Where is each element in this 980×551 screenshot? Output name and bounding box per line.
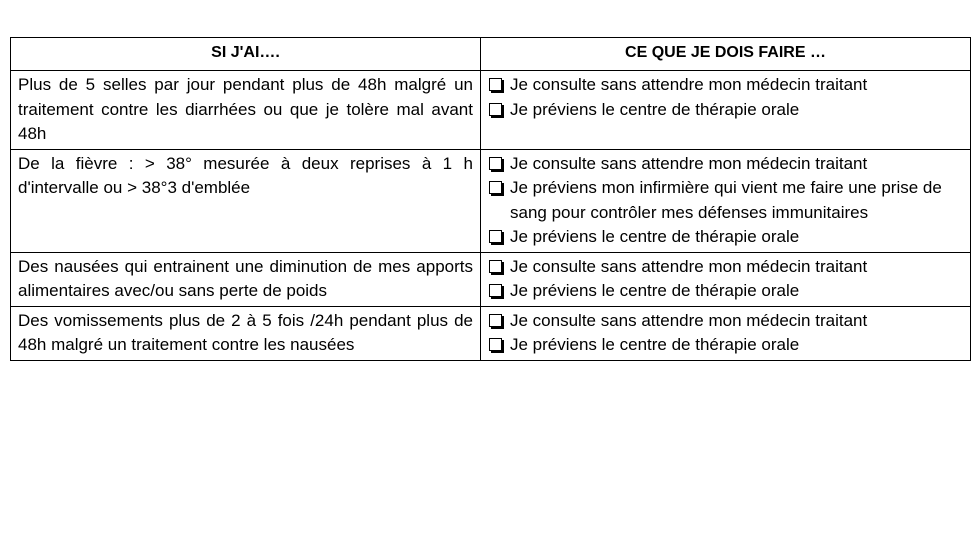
header-condition: SI J'AI…. [11, 38, 481, 71]
actions-cell [481, 306, 971, 360]
checkbox-icon [489, 78, 502, 91]
condition-cell: Des vomissements plus de 2 à 5 fois /24h pendant plus de 48h malgré un traitement contre les nausées [11, 306, 481, 360]
header-actions: CE QUE JE DOIS FAIRE … [481, 38, 971, 71]
action-text: Je consulte sans attendre mon médecin traitant [510, 310, 868, 330]
checkbox-icon [489, 103, 502, 116]
action-list [488, 255, 964, 304]
checkbox-icon [489, 314, 502, 327]
action-text: Je consulte sans attendre mon médecin traitant [510, 256, 868, 276]
actions-cell [481, 252, 971, 306]
action-text: Je consulte sans attendre mon médecin traitant [510, 153, 868, 173]
checkbox-icon [489, 157, 502, 170]
table-row [11, 71, 971, 150]
action-item [488, 73, 964, 98]
action-text: Je préviens mon infirmière qui vient me faire une prise de sang pour contrôler mes défenses immunitaires [510, 178, 942, 222]
condition-cell: Des nausées qui entrainent une diminution de mes apports alimentaires avec/ou sans perte de poids [11, 252, 481, 306]
action-text: Je préviens le centre de thérapie orale [510, 281, 800, 300]
action-text: Je préviens le centre de thérapie orale [510, 99, 800, 119]
action-item [488, 225, 964, 250]
checkbox-icon [489, 260, 502, 273]
actions-cell [481, 71, 971, 150]
action-item [488, 309, 964, 334]
checkbox-icon [489, 230, 502, 243]
action-item [488, 255, 964, 280]
action-item [488, 98, 964, 123]
action-list [488, 73, 964, 122]
action-item [488, 279, 964, 304]
action-text: Je préviens le centre de thérapie orale [510, 335, 800, 354]
action-text: Je consulte sans attendre mon médecin traitant [510, 75, 868, 94]
action-list [488, 152, 964, 250]
checkbox-icon [489, 181, 502, 194]
action-text: Je préviens le centre de thérapie orale [510, 227, 800, 246]
action-list [488, 309, 964, 358]
checkbox-icon [489, 338, 502, 351]
action-item [488, 333, 964, 358]
guidance-table [10, 37, 971, 361]
table-row [11, 252, 971, 306]
checkbox-icon [489, 284, 502, 297]
condition-cell: De la fièvre : > 38° mesurée à deux reprises à 1 h d'intervalle ou > 38°3 d'emblée [11, 149, 481, 252]
actions-cell [481, 149, 971, 252]
table-row [11, 306, 971, 360]
action-item [488, 152, 964, 177]
header-row [11, 38, 971, 71]
table-row [11, 149, 971, 252]
action-item [488, 176, 964, 225]
condition-cell: Plus de 5 selles par jour pendant plus de 48h malgré un traitement contre les diarrhées ou que je tolère mal avant 48h [11, 71, 481, 150]
